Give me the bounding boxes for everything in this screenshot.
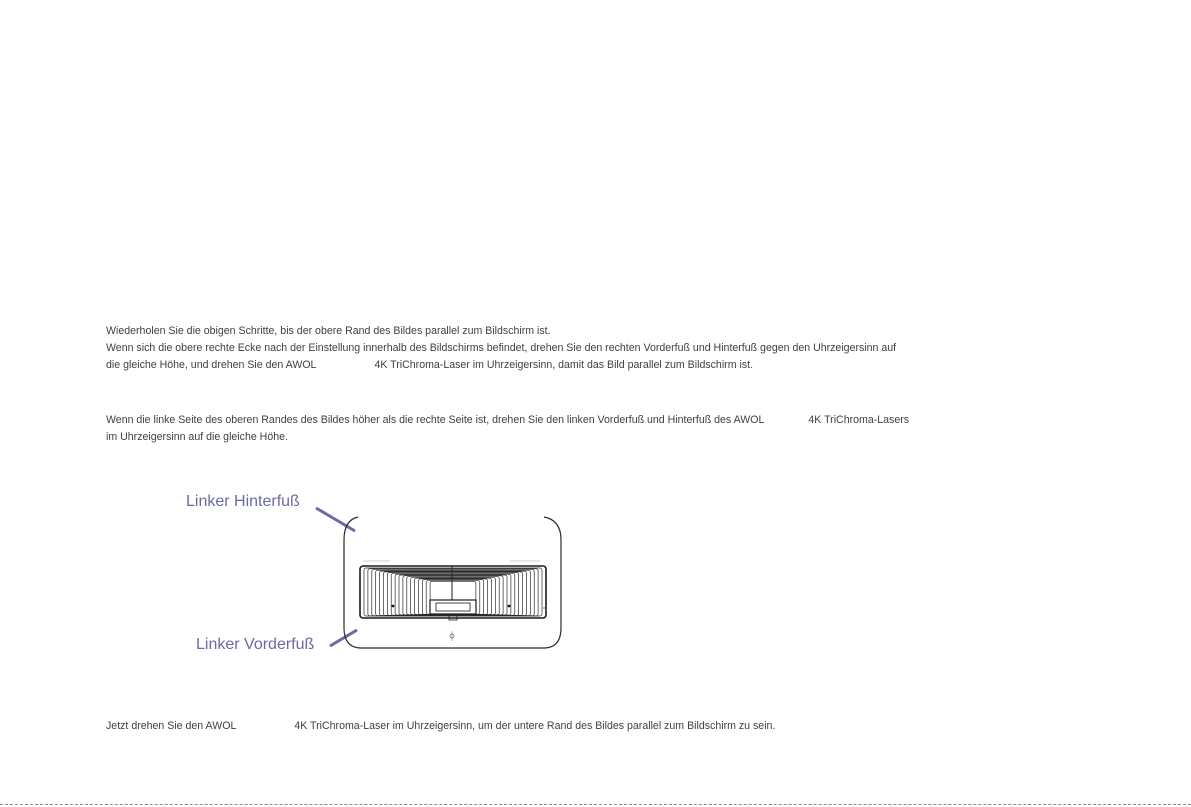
- paragraph-1-line-3-part-a: die gleiche Höhe, und drehen Sie den AWOL: [106, 359, 317, 371]
- paragraph-3-line-1-part-a: Jetzt drehen Sie den AWOL: [106, 720, 237, 732]
- label-left-rear-foot: Linker Hinterfuß: [186, 493, 300, 510]
- page-footer-divider: [0, 804, 1191, 805]
- paragraph-1-line-2: Wenn sich die obere rechte Ecke nach der Einstellung innerhalb des Bildschirms befindet, drehen Sie den rechten Vorderfuß und Hinterfuß gegen den Uhrzeigersinn auf: [106, 342, 897, 354]
- paragraph-2-line-1-part-a: Wenn die linke Seite des oberen Randes des Bildes höher als die rechte Seite ist, drehen Sie den linken Vorderfuß und Hinterfuß des AWOL: [106, 414, 765, 426]
- paragraph-rotate-clockwise: [106, 718, 775, 735]
- callout-line-rear-foot: [316, 508, 355, 531]
- label-left-front-foot: Linker Vorderfuß: [196, 636, 315, 653]
- paragraph-3-line-1-part-b: 4K TriChroma-Laser im Uhrzeigersinn, um der untere Rand des Bildes parallel zum Bildschirm zu sein.: [294, 720, 776, 732]
- callout-line-front-foot: [330, 630, 357, 646]
- paragraph-2-line-1-part-b: 4K TriChroma-Lasers: [808, 414, 910, 426]
- paragraph-3-line-1: [106, 718, 775, 735]
- bottom-logo-icon: [450, 631, 454, 641]
- paragraph-1-line-1: Wiederholen Sie die obigen Schritte, bis der obere Rand des Bildes parallel zum Bildschirm ist.: [106, 325, 551, 337]
- paragraph-2-line-2: im Uhrzeigersinn auf die gleiche Höhe.: [106, 431, 288, 443]
- projector-outline-left: [344, 517, 360, 648]
- connector-panel: [430, 600, 476, 614]
- paragraph-1-line-3-part-b: 4K TriChroma-Laser im Uhrzeigersinn, damit das Bild parallel zum Bildschirm ist.: [374, 359, 754, 371]
